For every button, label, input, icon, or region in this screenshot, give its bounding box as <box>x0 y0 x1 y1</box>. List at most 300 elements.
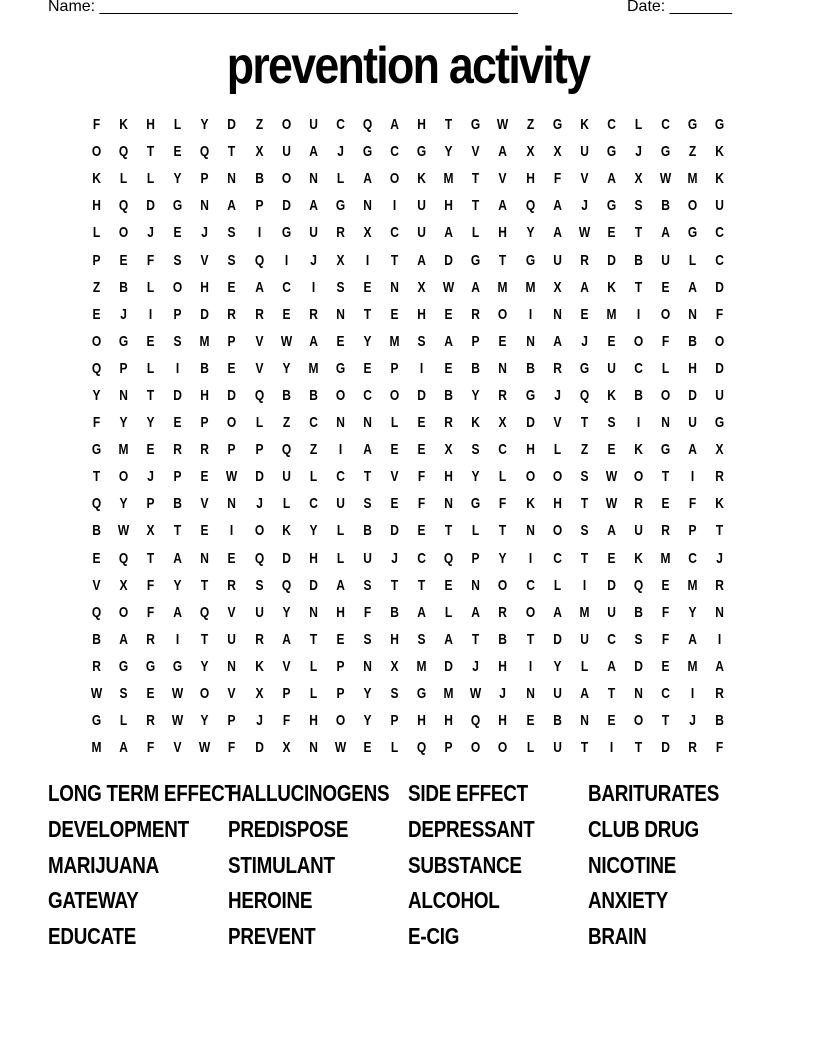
grid-letter[interactable]: D <box>444 657 454 675</box>
grid-letter[interactable]: J <box>689 712 696 730</box>
grid-letter[interactable]: Y <box>282 359 291 377</box>
grid-letter[interactable]: E <box>173 414 182 432</box>
grid-letter[interactable]: L <box>147 278 155 296</box>
grid-letter[interactable]: J <box>553 386 561 404</box>
grid-letter[interactable]: G <box>118 657 129 675</box>
grid-letter[interactable]: E <box>417 414 426 432</box>
grid-letter[interactable]: S <box>580 522 589 540</box>
grid-letter[interactable]: L <box>526 739 534 757</box>
grid-letter[interactable]: P <box>228 332 237 350</box>
grid-letter[interactable]: H <box>444 712 454 730</box>
grid-letter[interactable]: D <box>281 549 291 567</box>
grid-letter[interactable]: E <box>200 522 209 540</box>
grid-letter[interactable]: A <box>254 278 264 296</box>
grid-letter[interactable]: A <box>498 197 508 215</box>
grid-letter[interactable]: P <box>390 359 399 377</box>
grid-letter[interactable]: J <box>255 495 263 513</box>
grid-letter[interactable]: C <box>606 116 616 134</box>
grid-letter[interactable]: T <box>390 576 399 594</box>
grid-letter[interactable]: K <box>715 143 725 161</box>
grid-letter[interactable]: O <box>660 305 671 323</box>
grid-letter[interactable]: H <box>525 441 535 459</box>
grid-letter[interactable]: A <box>661 224 670 242</box>
grid-letter[interactable]: Q <box>281 576 291 594</box>
grid-letter[interactable]: E <box>173 143 182 161</box>
grid-letter[interactable]: I <box>718 630 722 648</box>
grid-letter[interactable]: Q <box>579 386 589 404</box>
grid-letter[interactable]: L <box>282 495 290 513</box>
grid-letter[interactable]: M <box>606 305 617 323</box>
grid-letter[interactable]: N <box>579 712 589 730</box>
grid-letter[interactable]: Y <box>200 657 209 675</box>
grid-letter[interactable]: U <box>552 685 562 703</box>
grid-letter[interactable]: S <box>363 576 372 594</box>
grid-letter[interactable]: H <box>498 712 508 730</box>
grid-letter[interactable]: E <box>363 739 372 757</box>
grid-letter[interactable]: W <box>470 685 482 703</box>
grid-letter[interactable]: S <box>417 630 426 648</box>
grid-letter[interactable]: P <box>173 468 182 486</box>
grid-letter[interactable]: U <box>715 197 725 215</box>
grid-letter[interactable]: I <box>528 657 532 675</box>
grid-letter[interactable]: T <box>580 414 588 432</box>
grid-letter[interactable]: A <box>119 630 128 648</box>
grid-letter[interactable]: N <box>688 305 697 323</box>
grid-letter[interactable]: G <box>281 224 291 242</box>
grid-letter[interactable]: T <box>634 224 643 242</box>
grid-letter[interactable]: P <box>336 657 345 675</box>
grid-letter[interactable]: G <box>715 414 725 432</box>
grid-letter[interactable]: O <box>118 224 129 242</box>
grid-letter[interactable]: A <box>336 576 345 594</box>
grid-letter[interactable]: M <box>497 278 508 296</box>
grid-letter[interactable]: J <box>337 143 344 161</box>
grid-letter[interactable]: P <box>282 685 291 703</box>
grid-letter[interactable]: Y <box>119 495 128 513</box>
grid-letter[interactable]: C <box>552 549 562 567</box>
grid-letter[interactable]: H <box>200 278 210 296</box>
grid-letter[interactable]: T <box>201 630 209 648</box>
grid-letter[interactable]: L <box>309 468 317 486</box>
grid-letter[interactable]: N <box>200 197 210 215</box>
grid-letter[interactable]: L <box>119 712 128 730</box>
grid-letter[interactable]: J <box>147 224 155 242</box>
grid-letter[interactable]: T <box>472 170 480 188</box>
grid-letter[interactable]: E <box>444 305 453 323</box>
grid-letter[interactable]: X <box>526 143 535 161</box>
grid-letter[interactable]: V <box>498 170 507 188</box>
grid-letter[interactable]: G <box>660 143 671 161</box>
grid-letter[interactable]: O <box>715 332 725 350</box>
grid-letter[interactable]: M <box>443 170 454 188</box>
grid-letter[interactable]: W <box>117 522 130 540</box>
grid-letter[interactable]: V <box>173 739 182 757</box>
grid-letter[interactable]: Q <box>254 549 264 567</box>
grid-letter[interactable]: T <box>174 522 182 540</box>
grid-letter[interactable]: J <box>309 251 317 269</box>
grid-letter[interactable]: R <box>227 576 237 594</box>
grid-letter[interactable]: A <box>308 197 318 215</box>
grid-letter[interactable]: E <box>607 712 616 730</box>
grid-letter[interactable]: A <box>417 603 427 621</box>
grid-letter[interactable]: N <box>525 522 535 540</box>
grid-letter[interactable]: T <box>580 549 588 567</box>
grid-letter[interactable]: I <box>365 251 370 269</box>
grid-letter[interactable]: S <box>336 278 345 296</box>
grid-letter[interactable]: Y <box>553 657 562 675</box>
grid-letter[interactable]: A <box>363 441 372 459</box>
grid-letter[interactable]: O <box>552 468 562 486</box>
grid-letter[interactable]: T <box>92 468 101 486</box>
grid-letter[interactable]: L <box>499 468 507 486</box>
grid-letter[interactable]: D <box>254 468 264 486</box>
grid-letter[interactable]: T <box>445 116 453 134</box>
grid-letter[interactable]: V <box>580 170 589 188</box>
date-field[interactable]: Date: _______ <box>627 0 732 15</box>
grid-letter[interactable]: E <box>146 332 155 350</box>
grid-letter[interactable]: C <box>498 441 508 459</box>
grid-letter[interactable]: D <box>525 414 535 432</box>
grid-letter[interactable]: H <box>308 712 318 730</box>
grid-letter[interactable]: U <box>661 251 670 269</box>
grid-letter[interactable]: G <box>660 441 671 459</box>
grid-letter[interactable]: E <box>526 712 535 730</box>
grid-letter[interactable]: U <box>254 603 264 621</box>
grid-letter[interactable]: I <box>257 224 261 242</box>
grid-letter[interactable]: E <box>607 224 616 242</box>
grid-letter[interactable]: G <box>552 116 562 134</box>
grid-letter[interactable]: A <box>688 441 697 459</box>
grid-letter[interactable]: H <box>444 468 454 486</box>
grid-letter[interactable]: D <box>715 278 725 296</box>
grid-letter[interactable]: B <box>200 359 210 377</box>
grid-letter[interactable]: O <box>118 603 129 621</box>
grid-letter[interactable]: P <box>119 359 128 377</box>
grid-letter[interactable]: E <box>282 305 291 323</box>
grid-letter[interactable]: Z <box>580 441 588 459</box>
grid-letter[interactable]: X <box>255 685 264 703</box>
grid-letter[interactable]: C <box>336 468 345 486</box>
grid-letter[interactable]: R <box>688 739 697 757</box>
grid-letter[interactable]: A <box>227 197 237 215</box>
grid-letter[interactable]: C <box>281 278 291 296</box>
grid-letter[interactable]: W <box>280 332 292 350</box>
grid-letter[interactable]: W <box>443 278 455 296</box>
grid-letter[interactable]: I <box>176 359 180 377</box>
grid-letter[interactable]: L <box>553 441 561 459</box>
grid-letter[interactable]: A <box>688 630 697 648</box>
grid-letter[interactable]: Y <box>92 386 101 404</box>
grid-letter[interactable]: G <box>471 251 481 269</box>
grid-letter[interactable]: R <box>715 576 725 594</box>
grid-letter[interactable]: N <box>552 305 562 323</box>
grid-letter[interactable]: J <box>472 657 480 675</box>
grid-letter[interactable]: O <box>498 739 508 757</box>
grid-letter[interactable]: R <box>254 305 264 323</box>
grid-letter[interactable]: G <box>362 143 373 161</box>
grid-letter[interactable]: L <box>147 359 155 377</box>
grid-letter[interactable]: I <box>690 468 695 486</box>
grid-letter[interactable]: D <box>146 197 156 215</box>
grid-letter[interactable]: I <box>690 685 695 703</box>
grid-letter[interactable]: N <box>661 414 670 432</box>
grid-letter[interactable]: R <box>715 685 725 703</box>
grid-letter[interactable]: U <box>688 414 697 432</box>
grid-letter[interactable]: T <box>580 495 588 513</box>
grid-letter[interactable]: P <box>173 305 182 323</box>
grid-letter[interactable]: U <box>606 603 616 621</box>
grid-letter[interactable]: A <box>606 170 616 188</box>
grid-letter[interactable]: X <box>715 441 724 459</box>
grid-letter[interactable]: N <box>390 278 399 296</box>
grid-letter[interactable]: D <box>227 116 237 134</box>
grid-letter[interactable]: F <box>92 116 101 134</box>
grid-letter[interactable]: E <box>228 549 237 567</box>
grid-letter[interactable]: T <box>607 685 615 703</box>
grid-letter[interactable]: S <box>417 332 426 350</box>
grid-letter[interactable]: E <box>200 468 209 486</box>
grid-letter[interactable]: K <box>715 495 725 513</box>
grid-letter[interactable]: T <box>147 549 155 567</box>
grid-letter[interactable]: Y <box>200 116 209 134</box>
grid-letter[interactable]: O <box>200 685 210 703</box>
grid-letter[interactable]: E <box>92 305 101 323</box>
grid-letter[interactable]: Q <box>118 197 129 215</box>
grid-letter[interactable]: B <box>363 522 372 540</box>
grid-letter[interactable]: K <box>254 657 264 675</box>
grid-letter[interactable]: L <box>580 657 588 675</box>
grid-letter[interactable]: F <box>282 712 290 730</box>
grid-letter[interactable]: F <box>147 603 155 621</box>
grid-letter[interactable]: Y <box>200 712 209 730</box>
grid-letter[interactable]: Z <box>526 116 534 134</box>
grid-letter[interactable]: B <box>634 386 643 404</box>
grid-letter[interactable]: S <box>228 251 237 269</box>
grid-letter[interactable]: G <box>416 143 427 161</box>
grid-letter[interactable]: A <box>579 685 589 703</box>
grid-letter[interactable]: O <box>91 143 102 161</box>
grid-letter[interactable]: K <box>634 549 643 567</box>
grid-letter[interactable]: O <box>633 712 644 730</box>
grid-letter[interactable]: B <box>634 251 643 269</box>
grid-letter[interactable]: V <box>553 414 562 432</box>
grid-letter[interactable]: J <box>201 224 209 242</box>
grid-letter[interactable]: L <box>445 603 453 621</box>
grid-letter[interactable]: H <box>417 305 427 323</box>
grid-letter[interactable]: E <box>119 251 128 269</box>
grid-letter[interactable]: G <box>606 197 616 215</box>
grid-letter[interactable]: A <box>552 197 562 215</box>
grid-letter[interactable]: T <box>147 386 155 404</box>
grid-letter[interactable]: F <box>147 251 155 269</box>
grid-letter[interactable]: U <box>308 116 318 134</box>
grid-letter[interactable]: E <box>498 332 507 350</box>
grid-letter[interactable]: F <box>553 170 561 188</box>
grid-letter[interactable]: T <box>445 522 453 540</box>
grid-letter[interactable]: N <box>200 549 210 567</box>
grid-letter[interactable]: P <box>146 495 155 513</box>
grid-letter[interactable]: P <box>471 332 480 350</box>
grid-letter[interactable]: O <box>498 576 508 594</box>
grid-letter[interactable]: H <box>308 549 318 567</box>
grid-letter[interactable]: I <box>636 305 641 323</box>
grid-letter[interactable]: K <box>579 116 589 134</box>
grid-letter[interactable]: X <box>282 739 291 757</box>
grid-letter[interactable]: O <box>173 278 183 296</box>
grid-letter[interactable]: L <box>174 116 182 134</box>
grid-letter[interactable]: G <box>471 116 481 134</box>
grid-letter[interactable]: W <box>226 468 238 486</box>
grid-letter[interactable]: J <box>147 468 155 486</box>
grid-letter[interactable]: V <box>390 468 399 486</box>
grid-letter[interactable]: O <box>525 603 535 621</box>
grid-letter[interactable]: I <box>284 251 288 269</box>
grid-letter[interactable]: B <box>254 170 264 188</box>
grid-letter[interactable]: E <box>146 685 155 703</box>
grid-letter[interactable]: W <box>172 712 184 730</box>
grid-letter[interactable]: M <box>118 441 129 459</box>
grid-letter[interactable]: X <box>255 143 264 161</box>
grid-letter[interactable]: L <box>390 414 399 432</box>
grid-letter[interactable]: P <box>336 685 345 703</box>
grid-letter[interactable]: Y <box>119 414 128 432</box>
grid-letter[interactable]: C <box>363 386 372 404</box>
grid-letter[interactable]: W <box>90 685 103 703</box>
grid-letter[interactable]: Q <box>525 197 535 215</box>
grid-letter[interactable]: I <box>609 739 613 757</box>
grid-letter[interactable]: C <box>308 495 318 513</box>
grid-letter[interactable]: G <box>91 712 102 730</box>
grid-letter[interactable]: A <box>308 332 318 350</box>
grid-letter[interactable]: A <box>390 116 399 134</box>
grid-letter[interactable]: M <box>443 685 454 703</box>
grid-letter[interactable]: Q <box>118 143 129 161</box>
grid-letter[interactable]: T <box>661 468 670 486</box>
grid-letter[interactable]: J <box>120 305 127 323</box>
grid-letter[interactable]: N <box>363 197 372 215</box>
grid-letter[interactable]: X <box>336 251 345 269</box>
grid-letter[interactable]: P <box>688 522 697 540</box>
grid-letter[interactable]: A <box>173 549 183 567</box>
grid-letter[interactable]: T <box>472 630 480 648</box>
grid-letter[interactable]: R <box>308 305 318 323</box>
grid-letter[interactable]: Z <box>92 278 101 296</box>
grid-letter[interactable]: L <box>688 251 697 269</box>
grid-letter[interactable]: P <box>92 251 101 269</box>
grid-letter[interactable]: E <box>607 441 616 459</box>
grid-letter[interactable]: Y <box>498 549 507 567</box>
grid-letter[interactable]: G <box>118 332 129 350</box>
grid-letter[interactable]: X <box>444 441 453 459</box>
grid-letter[interactable]: B <box>688 332 697 350</box>
grid-letter[interactable]: Y <box>471 386 480 404</box>
grid-letter[interactable]: F <box>417 495 426 513</box>
grid-letter[interactable]: D <box>308 576 318 594</box>
grid-letter[interactable]: A <box>119 739 128 757</box>
grid-letter[interactable]: T <box>499 251 507 269</box>
grid-letter[interactable]: X <box>553 278 562 296</box>
grid-letter[interactable]: Q <box>91 359 102 377</box>
grid-letter[interactable]: N <box>363 657 372 675</box>
grid-letter[interactable]: F <box>688 495 697 513</box>
grid-letter[interactable]: L <box>309 657 317 675</box>
grid-letter[interactable]: S <box>119 685 128 703</box>
grid-letter[interactable]: H <box>688 359 697 377</box>
grid-letter[interactable]: Y <box>688 603 697 621</box>
grid-letter[interactable]: E <box>390 495 399 513</box>
grid-letter[interactable]: H <box>498 224 508 242</box>
grid-letter[interactable]: V <box>92 576 101 594</box>
grid-letter[interactable]: T <box>363 305 372 323</box>
grid-letter[interactable]: A <box>715 657 725 675</box>
grid-letter[interactable]: G <box>335 197 346 215</box>
grid-letter[interactable]: Y <box>471 468 480 486</box>
grid-letter[interactable]: Q <box>200 603 210 621</box>
grid-letter[interactable]: T <box>363 468 372 486</box>
grid-letter[interactable]: O <box>687 197 698 215</box>
grid-letter[interactable]: I <box>636 414 641 432</box>
grid-letter[interactable]: J <box>716 549 724 567</box>
grid-letter[interactable]: F <box>716 739 724 757</box>
grid-letter[interactable]: K <box>92 170 101 188</box>
grid-letter[interactable]: O <box>471 739 481 757</box>
grid-letter[interactable]: E <box>580 305 589 323</box>
grid-letter[interactable]: A <box>498 143 508 161</box>
grid-letter[interactable]: A <box>606 657 616 675</box>
grid-letter[interactable]: X <box>498 414 507 432</box>
grid-letter[interactable]: A <box>552 224 562 242</box>
grid-letter[interactable]: L <box>553 576 561 594</box>
grid-letter[interactable]: O <box>335 386 346 404</box>
grid-letter[interactable]: P <box>200 170 209 188</box>
grid-letter[interactable]: G <box>416 685 427 703</box>
grid-letter[interactable]: I <box>392 197 397 215</box>
grid-letter[interactable]: M <box>416 657 427 675</box>
grid-letter[interactable]: S <box>634 197 643 215</box>
grid-letter[interactable]: N <box>119 386 128 404</box>
grid-letter[interactable]: F <box>661 630 670 648</box>
grid-letter[interactable]: M <box>579 603 590 621</box>
grid-letter[interactable]: L <box>309 685 317 703</box>
grid-letter[interactable]: S <box>173 332 182 350</box>
grid-letter[interactable]: O <box>281 116 291 134</box>
grid-letter[interactable]: Q <box>91 495 102 513</box>
grid-letter[interactable]: T <box>499 522 507 540</box>
grid-letter[interactable]: Y <box>309 522 318 540</box>
grid-letter[interactable]: J <box>580 332 588 350</box>
grid-letter[interactable]: U <box>552 251 562 269</box>
grid-letter[interactable]: J <box>391 549 398 567</box>
grid-letter[interactable]: R <box>146 712 156 730</box>
grid-letter[interactable]: G <box>579 359 589 377</box>
grid-letter[interactable]: M <box>199 332 210 350</box>
grid-letter[interactable]: A <box>471 278 481 296</box>
grid-letter[interactable]: E <box>336 332 345 350</box>
grid-letter[interactable]: B <box>715 712 725 730</box>
grid-letter[interactable]: F <box>92 414 101 432</box>
grid-letter[interactable]: K <box>281 522 291 540</box>
grid-letter[interactable]: U <box>336 495 345 513</box>
grid-letter[interactable]: F <box>499 495 507 513</box>
grid-letter[interactable]: O <box>335 712 346 730</box>
grid-letter[interactable]: Y <box>363 332 372 350</box>
grid-letter[interactable]: M <box>389 332 400 350</box>
grid-letter[interactable]: V <box>200 251 209 269</box>
grid-letter[interactable]: X <box>634 170 643 188</box>
grid-letter[interactable]: O <box>633 332 644 350</box>
grid-letter[interactable]: U <box>417 224 427 242</box>
grid-letter[interactable]: D <box>417 386 427 404</box>
